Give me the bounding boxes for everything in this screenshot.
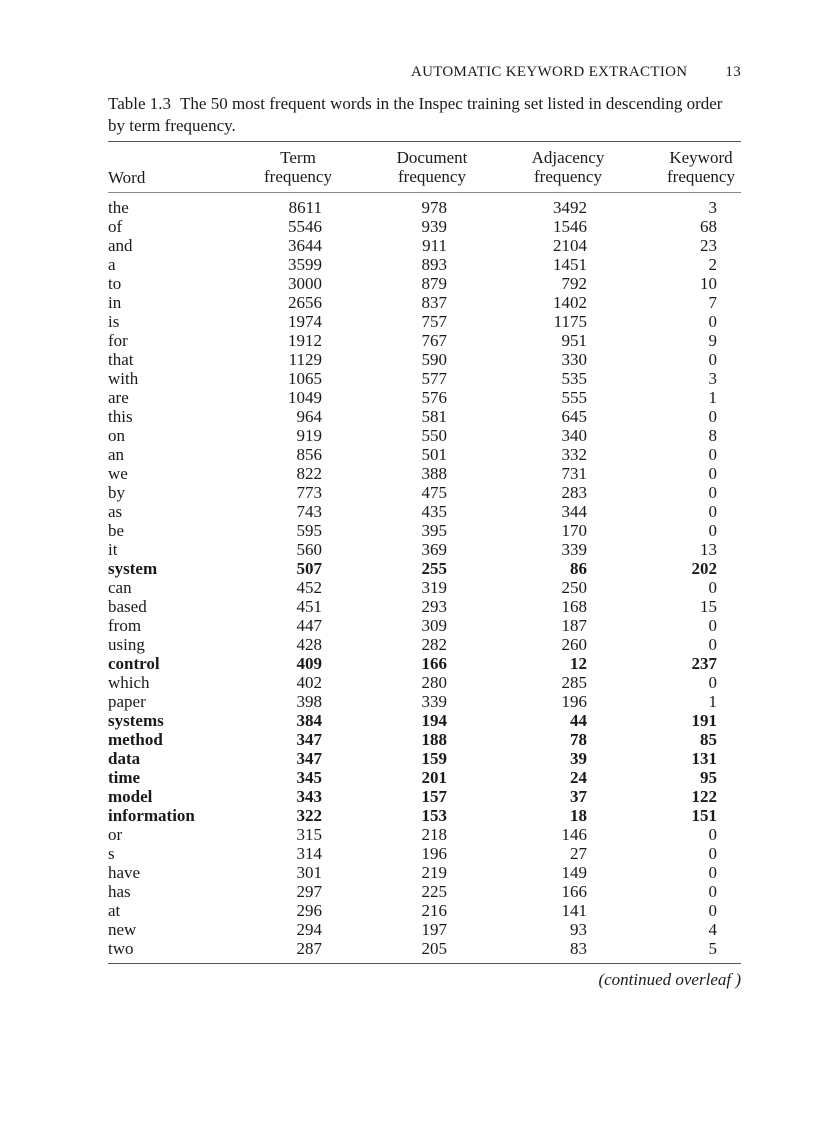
table-row [108, 730, 741, 749]
cell-word: be [108, 521, 125, 540]
cell-document-frequency: 255 [421, 559, 447, 578]
table-row [108, 654, 741, 673]
cell-adjacency-frequency: 149 [561, 863, 587, 882]
cell-keyword-frequency: 3 [708, 369, 717, 388]
cell-document-frequency: 194 [421, 711, 447, 730]
cell-word: systems [108, 711, 164, 730]
cell-word: for [108, 331, 128, 350]
cell-keyword-frequency: 8 [708, 426, 717, 445]
cell-document-frequency: 197 [421, 920, 447, 939]
table-row [108, 939, 741, 958]
cell-keyword-frequency: 0 [708, 464, 717, 483]
cell-adjacency-frequency: 250 [561, 578, 587, 597]
cell-word: s [108, 844, 115, 863]
table-row [108, 920, 741, 939]
cell-term-frequency: 1974 [288, 312, 322, 331]
table-row [108, 274, 741, 293]
cell-word: have [108, 863, 141, 882]
cell-word: and [108, 236, 133, 255]
cell-document-frequency: 219 [421, 863, 447, 882]
cell-adjacency-frequency: 187 [561, 616, 587, 635]
cell-term-frequency: 347 [296, 730, 322, 749]
table-row [108, 312, 741, 331]
table-caption [108, 93, 741, 137]
cell-term-frequency: 384 [296, 711, 322, 730]
page-number: 13 [725, 64, 741, 80]
cell-keyword-frequency: 202 [691, 559, 717, 578]
cell-adjacency-frequency: 332 [561, 445, 587, 464]
cell-word: using [108, 635, 145, 654]
cell-adjacency-frequency: 1402 [553, 293, 587, 312]
cell-document-frequency: 153 [421, 806, 447, 825]
cell-word: information [108, 806, 195, 825]
cell-document-frequency: 475 [421, 483, 447, 502]
cell-document-frequency: 757 [421, 312, 447, 331]
cell-term-frequency: 8611 [288, 198, 322, 217]
cell-document-frequency: 435 [421, 502, 447, 521]
table-row [108, 806, 741, 825]
table-row [108, 217, 741, 236]
cell-adjacency-frequency: 141 [561, 901, 587, 920]
cell-adjacency-frequency: 339 [561, 540, 587, 559]
cell-keyword-frequency: 0 [708, 863, 717, 882]
table-row [108, 483, 741, 502]
table-row [108, 616, 741, 635]
table-row [108, 521, 741, 540]
cell-adjacency-frequency: 1175 [553, 312, 587, 331]
table-row [108, 198, 741, 217]
cell-word: as [108, 502, 123, 521]
cell-adjacency-frequency: 44 [570, 711, 587, 730]
cell-adjacency-frequency: 951 [561, 331, 587, 350]
cell-adjacency-frequency: 645 [561, 407, 587, 426]
cell-term-frequency: 314 [296, 844, 322, 863]
cell-word: which [108, 673, 150, 692]
table-row [108, 635, 741, 654]
table-row [108, 255, 741, 274]
cell-adjacency-frequency: 344 [561, 502, 587, 521]
table-row [108, 749, 741, 768]
table-row [108, 787, 741, 806]
cell-word: method [108, 730, 163, 749]
cell-document-frequency: 218 [421, 825, 447, 844]
cell-term-frequency: 3644 [288, 236, 322, 255]
table-row [108, 844, 741, 863]
cell-adjacency-frequency: 1546 [553, 217, 587, 236]
cell-term-frequency: 297 [296, 882, 322, 901]
cell-document-frequency: 837 [421, 293, 447, 312]
cell-keyword-frequency: 23 [700, 236, 717, 255]
cell-adjacency-frequency: 535 [561, 369, 587, 388]
cell-term-frequency: 560 [296, 540, 322, 559]
cell-term-frequency: 451 [296, 597, 322, 616]
cell-word: in [108, 293, 122, 312]
continued-note: (continued overleaf ) [598, 970, 741, 989]
table-row [108, 711, 741, 730]
cell-keyword-frequency: 13 [700, 540, 717, 559]
cell-document-frequency: 280 [421, 673, 447, 692]
cell-keyword-frequency: 151 [691, 806, 717, 825]
cell-term-frequency: 398 [296, 692, 322, 711]
cell-word: it [108, 540, 118, 559]
table-row [108, 578, 741, 597]
cell-keyword-frequency: 3 [708, 198, 717, 217]
table-row [108, 597, 741, 616]
table-top-rule [108, 141, 741, 142]
table-row [108, 236, 741, 255]
cell-word: model [108, 787, 153, 806]
cell-term-frequency: 3000 [288, 274, 322, 293]
cell-document-frequency: 205 [421, 939, 447, 958]
cell-keyword-frequency: 85 [700, 730, 717, 749]
cell-word: data [108, 749, 141, 768]
table-row [108, 692, 741, 711]
cell-adjacency-frequency: 146 [561, 825, 587, 844]
cell-word: we [108, 464, 128, 483]
cell-adjacency-frequency: 285 [561, 673, 587, 692]
cell-adjacency-frequency: 196 [561, 692, 587, 711]
cell-document-frequency: 911 [422, 236, 447, 255]
cell-adjacency-frequency: 330 [561, 350, 587, 369]
cell-adjacency-frequency: 39 [570, 749, 587, 768]
cell-document-frequency: 767 [421, 331, 447, 350]
header-word: Word [108, 168, 146, 187]
cell-adjacency-frequency: 170 [561, 521, 587, 540]
table-row [108, 464, 741, 483]
cell-adjacency-frequency: 168 [561, 597, 587, 616]
cell-adjacency-frequency: 2104 [553, 236, 587, 255]
cell-adjacency-frequency: 83 [570, 939, 587, 958]
cell-keyword-frequency: 5 [708, 939, 717, 958]
cell-keyword-frequency: 0 [708, 635, 717, 654]
cell-document-frequency: 388 [421, 464, 447, 483]
cell-word: the [108, 198, 129, 217]
cell-word: can [108, 578, 132, 597]
table-row [108, 350, 741, 369]
cell-term-frequency: 5546 [288, 217, 322, 236]
cell-term-frequency: 287 [296, 939, 322, 958]
cell-document-frequency: 581 [421, 407, 447, 426]
cell-term-frequency: 452 [296, 578, 322, 597]
cell-adjacency-frequency: 166 [561, 882, 587, 901]
cell-adjacency-frequency: 283 [561, 483, 587, 502]
cell-document-frequency: 282 [421, 635, 447, 654]
table-row [108, 540, 741, 559]
cell-keyword-frequency: 10 [700, 274, 717, 293]
cell-document-frequency: 339 [421, 692, 447, 711]
table-row [108, 369, 741, 388]
cell-keyword-frequency: 0 [708, 578, 717, 597]
running-head [108, 64, 741, 81]
cell-term-frequency: 1129 [288, 350, 322, 369]
table-row [108, 882, 741, 901]
cell-document-frequency: 369 [421, 540, 447, 559]
cell-adjacency-frequency: 78 [570, 730, 587, 749]
cell-word: system [108, 559, 158, 578]
cell-keyword-frequency: 15 [700, 597, 717, 616]
header-document-frequency [377, 148, 487, 186]
cell-adjacency-frequency: 555 [561, 388, 587, 407]
cell-keyword-frequency: 1 [708, 692, 717, 711]
cell-word: on [108, 426, 125, 445]
cell-term-frequency: 343 [296, 787, 322, 806]
cell-keyword-frequency: 0 [708, 844, 717, 863]
cell-document-frequency: 576 [421, 388, 447, 407]
cell-word: that [108, 350, 134, 369]
cell-adjacency-frequency: 3492 [553, 198, 587, 217]
cell-term-frequency: 2656 [288, 293, 322, 312]
cell-word: at [108, 901, 121, 920]
cell-keyword-frequency: 0 [708, 616, 717, 635]
cell-term-frequency: 402 [296, 673, 322, 692]
table-row [108, 502, 741, 521]
cell-document-frequency: 577 [421, 369, 447, 388]
cell-keyword-frequency: 237 [691, 654, 717, 673]
cell-adjacency-frequency: 24 [570, 768, 587, 787]
cell-adjacency-frequency: 93 [570, 920, 587, 939]
table-label: Table 1.3 [108, 94, 172, 113]
cell-term-frequency: 301 [296, 863, 322, 882]
cell-term-frequency: 1065 [288, 369, 322, 388]
cell-keyword-frequency: 7 [708, 293, 717, 312]
header-adjacency-frequency-line1: Adjacency [531, 148, 605, 167]
header-term-frequency [248, 148, 348, 186]
cell-document-frequency: 395 [421, 521, 447, 540]
cell-document-frequency: 159 [421, 749, 447, 768]
cell-keyword-frequency: 0 [708, 673, 717, 692]
cell-keyword-frequency: 0 [708, 882, 717, 901]
cell-document-frequency: 879 [421, 274, 447, 293]
cell-adjacency-frequency: 792 [561, 274, 587, 293]
header-keyword-frequency-line1: Keyword [669, 148, 733, 167]
cell-keyword-frequency: 0 [708, 483, 717, 502]
table-row [108, 388, 741, 407]
cell-keyword-frequency: 131 [691, 749, 717, 768]
cell-keyword-frequency: 0 [708, 502, 717, 521]
cell-adjacency-frequency: 340 [561, 426, 587, 445]
cell-document-frequency: 188 [421, 730, 447, 749]
cell-term-frequency: 315 [296, 825, 322, 844]
cell-keyword-frequency: 122 [691, 787, 717, 806]
cell-term-frequency: 822 [296, 464, 322, 483]
cell-keyword-frequency: 0 [708, 901, 717, 920]
table-row [108, 825, 741, 844]
table-row [108, 901, 741, 920]
cell-document-frequency: 501 [421, 445, 447, 464]
cell-document-frequency: 319 [421, 578, 447, 597]
cell-word: paper [108, 692, 146, 711]
cell-adjacency-frequency: 37 [570, 787, 587, 806]
cell-keyword-frequency: 0 [708, 825, 717, 844]
header-document-frequency-line2: frequency [398, 167, 466, 186]
cell-word: is [108, 312, 120, 331]
header-bottom-rule [108, 192, 741, 193]
cell-term-frequency: 409 [296, 654, 322, 673]
cell-adjacency-frequency: 731 [561, 464, 587, 483]
cell-keyword-frequency: 68 [700, 217, 717, 236]
table-row [108, 293, 741, 312]
table-row [108, 445, 741, 464]
cell-keyword-frequency: 191 [691, 711, 717, 730]
cell-word: by [108, 483, 125, 502]
cell-term-frequency: 345 [296, 768, 322, 787]
header-adjacency-frequency-line2: frequency [534, 167, 602, 186]
cell-adjacency-frequency: 1451 [553, 255, 587, 274]
cell-keyword-frequency: 0 [708, 521, 717, 540]
cell-keyword-frequency: 2 [708, 255, 717, 274]
cell-document-frequency: 939 [421, 217, 447, 236]
table-bottom-rule [108, 963, 741, 964]
cell-term-frequency: 296 [296, 901, 322, 920]
cell-word: are [108, 388, 129, 407]
frequency-table [108, 198, 741, 958]
cell-adjacency-frequency: 86 [570, 559, 587, 578]
cell-document-frequency: 166 [421, 654, 447, 673]
cell-term-frequency: 1049 [288, 388, 322, 407]
header-document-frequency-line1: Document [396, 148, 468, 167]
cell-word: to [108, 274, 122, 293]
cell-term-frequency: 322 [296, 806, 322, 825]
cell-document-frequency: 201 [421, 768, 447, 787]
cell-document-frequency: 590 [421, 350, 447, 369]
header-keyword-frequency-line2: frequency [667, 167, 735, 186]
header-term-frequency-line2: frequency [264, 167, 332, 186]
cell-document-frequency: 293 [421, 597, 447, 616]
cell-document-frequency: 978 [421, 198, 447, 217]
cell-term-frequency: 773 [296, 483, 322, 502]
cell-keyword-frequency: 1 [708, 388, 717, 407]
cell-word: with [108, 369, 139, 388]
cell-term-frequency: 743 [296, 502, 322, 521]
cell-adjacency-frequency: 260 [561, 635, 587, 654]
cell-word: time [108, 768, 141, 787]
cell-term-frequency: 964 [296, 407, 322, 426]
cell-keyword-frequency: 9 [708, 331, 717, 350]
cell-word: this [108, 407, 133, 426]
table-row [108, 863, 741, 882]
cell-keyword-frequency: 0 [708, 312, 717, 331]
cell-keyword-frequency: 0 [708, 350, 717, 369]
cell-adjacency-frequency: 12 [570, 654, 587, 673]
cell-term-frequency: 856 [296, 445, 322, 464]
cell-keyword-frequency: 0 [708, 445, 717, 464]
table-row [108, 768, 741, 787]
cell-keyword-frequency: 0 [708, 407, 717, 426]
cell-word: two [108, 939, 134, 958]
cell-term-frequency: 347 [296, 749, 322, 768]
cell-word: based [108, 597, 147, 616]
cell-word: or [108, 825, 123, 844]
table-row [108, 673, 741, 692]
cell-document-frequency: 893 [421, 255, 447, 274]
cell-word: of [108, 217, 123, 236]
cell-term-frequency: 1912 [288, 331, 322, 350]
cell-term-frequency: 595 [296, 521, 322, 540]
cell-adjacency-frequency: 18 [570, 806, 587, 825]
cell-word: control [108, 654, 160, 673]
cell-term-frequency: 3599 [288, 255, 322, 274]
cell-term-frequency: 507 [296, 559, 322, 578]
cell-document-frequency: 216 [421, 901, 447, 920]
header-keyword-frequency [651, 148, 751, 186]
running-head-title: AUTOMATIC KEYWORD EXTRACTION [410, 64, 688, 80]
cell-keyword-frequency: 4 [708, 920, 717, 939]
cell-word: a [108, 255, 116, 274]
table-row [108, 407, 741, 426]
cell-term-frequency: 447 [296, 616, 322, 635]
cell-document-frequency: 550 [421, 426, 447, 445]
cell-adjacency-frequency: 27 [570, 844, 587, 863]
cell-word: from [108, 616, 142, 635]
header-adjacency-frequency [513, 148, 623, 186]
cell-term-frequency: 919 [296, 426, 322, 445]
cell-term-frequency: 428 [296, 635, 322, 654]
table-row [108, 331, 741, 350]
cell-word: has [108, 882, 131, 901]
cell-document-frequency: 225 [421, 882, 447, 901]
cell-keyword-frequency: 95 [700, 768, 717, 787]
header-term-frequency-line1: Term [280, 148, 316, 167]
cell-document-frequency: 196 [421, 844, 447, 863]
table-caption-text: The 50 most frequent words in the Inspec training set listed in descending order by term frequency. [108, 94, 723, 135]
table-row [108, 559, 741, 578]
cell-word: an [108, 445, 125, 464]
cell-word: new [108, 920, 137, 939]
cell-document-frequency: 309 [421, 616, 447, 635]
cell-term-frequency: 294 [296, 920, 322, 939]
cell-document-frequency: 157 [421, 787, 447, 806]
table-row [108, 426, 741, 445]
